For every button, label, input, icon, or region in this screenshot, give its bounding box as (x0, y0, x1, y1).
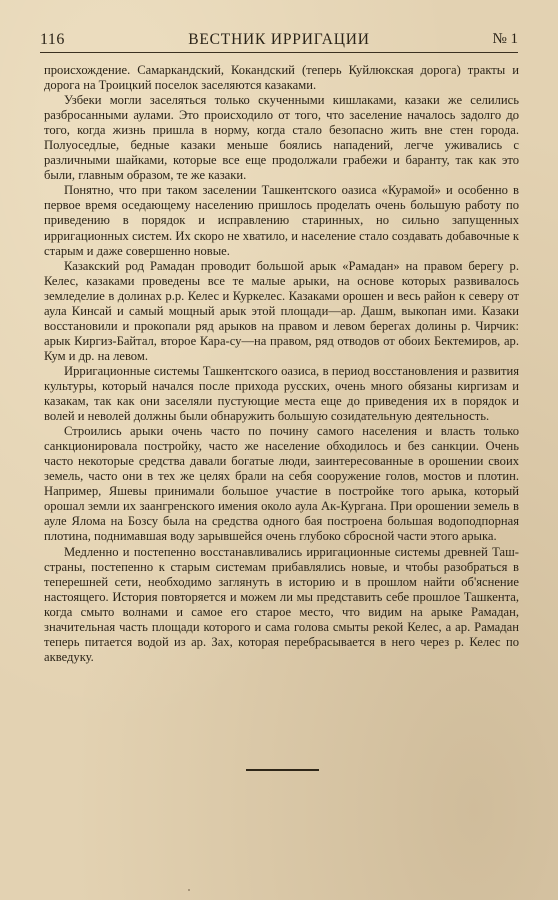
page-header (40, 30, 518, 53)
paragraph-7: Медленно и постепенно восстанавливались ирригационные системы древней Таш-страны, постепенно к старым системам прибавлялись новые, и чтобы разобраться в теперешней сети, необходимо заглянуть в историю и в прошлом найти об'яснение настоящего. История повторяется и можем ли мы представить себе прошлое Ташкента, когда смыто волнами и самое его старое место, что видим на арыке Рамадан, значительная часть площади которого и сама голова смыты рекой Келес, а ар. Рамадан теперь питается водой из ар. Зах, которая перебрасывается в него через р. Келес по акведуку. (44, 544, 519, 664)
end-of-article-rule (246, 769, 319, 771)
paper-speck (188, 889, 190, 891)
paragraph-2: Узбеки могли заселяться только скученными кишлаками, казаки же селились разбросанными аулами. Это происходило от того, что заселение началось задолго до того, когда жизнь пришла в норму, когда стало безопасно жить вне стен города. Полуоседлые, бедные казаки меньше боялись нападений, легче уживались с различными шайками, которые все еще продолжали грабежи и баранту, так как это были, главным образом, те же казаки. (44, 93, 519, 183)
issue-number: № 1 (492, 31, 518, 47)
paragraph-6: Строились арыки очень часто по почину самого населения и власть только санкционировала постройку, часто же население обходилось и без санкции. Очень часто некоторые средства давали богатые люди, заинтересованные в орошении своих земель, часто они в тех же целях брали на себя сооружение голов, мостов и плотин. Например, Яшевы принимали большое участие в постройке того арыка, который орошал земли их заангренского имения около аула Ак-Кургана. При орошении земель в ауле Ялома на Бозсу была на средства одного бая построена большая водоподпорная плотина, поднимавшая воду зарывшейся очень глубоко сбросной части этого арыка. (44, 424, 519, 544)
paragraph-4: Казакский род Рамадан проводит большой арык «Рамадан» на правом берегу р. Келес, казаками проведены все те малые арыки, на основе которых развивалось земледелие в долинах р.р. Келес и Куркелес. Казаками орошен и весь район к северу от аула Кинсай и самый мощный арык этой площади—ар. Дашм, выкопан ими. Казаки восстановили и прокопали ряд арыков на правом и левом берегах долины р. Чирчик: арык Киргиз-Байтал, второе Кара-су—на правом, ряд отводов от обоих Бектемиров, ар. Кум и др. на левом. (44, 258, 519, 363)
page-number: 116 (40, 31, 65, 48)
paragraph-3: Понятно, что при таком заселении Ташкентского оазиса «Курамой» и особенно в первое время оседающему населению пришлось проделать очень большую работу по приведению в порядок и исправлению старинных, но сильно запущенных ирригационных систем. Их скоро не хватило, и население стало создавать добавочные к старым и даже совершенно новые. (44, 183, 519, 258)
journal-title: ВЕСТНИК ИРРИГАЦИИ (188, 31, 370, 48)
article-body (44, 63, 519, 665)
paragraph-5: Ирригационные системы Ташкентского оазиса, в период восстановления и развития культуры, который начался после прихода русских, очень много обязаны киргизам и казакам, так как они заселяли пустующие места еще до приведения их в порядок и волей и неволей должны были обнаружить большую созидательную деятельность. (44, 363, 519, 424)
paragraph-1: происхождение. Самаркандский, Кокандский (теперь Куйлюкская дорога) тракты и дорога на Троицкий поселок заселяются казаками. (44, 63, 519, 93)
paper-speck (512, 118, 514, 120)
